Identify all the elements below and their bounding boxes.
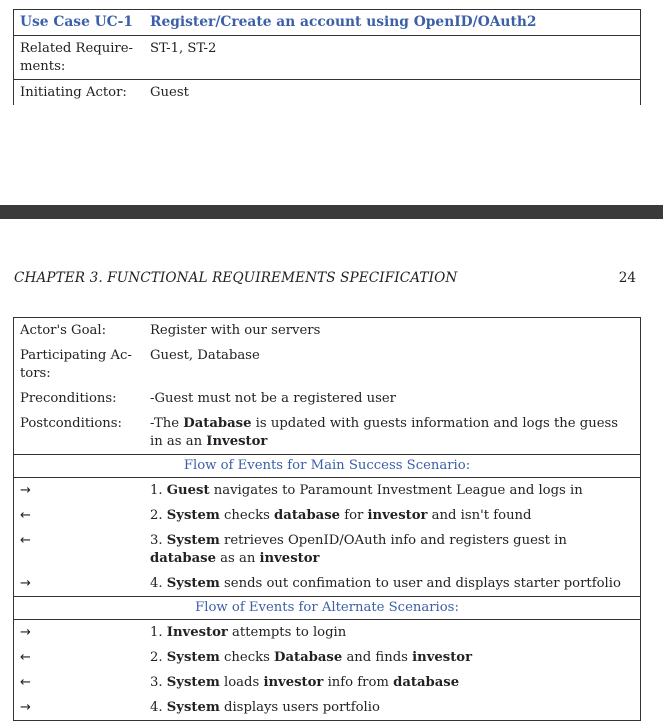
table-row: [14, 343, 641, 386]
row-value: Guest, Database: [144, 343, 641, 386]
use-case-title: Register/Create an account using OpenID/OAuth2: [144, 10, 641, 36]
flow-step-text: 2. System checks database for investor and isn't found: [144, 503, 641, 528]
flow-step: [14, 528, 641, 571]
flow-step-text: 2. System checks Database and finds investor: [144, 645, 641, 670]
use-case-id: Use Case UC-1: [14, 10, 145, 36]
alt-flow-title: Flow of Events for Alternate Scenarios:: [14, 597, 641, 620]
flow-step: [14, 571, 641, 597]
flow-step-text: 3. System loads investor info from database: [144, 670, 641, 695]
flow-step: [14, 478, 641, 504]
row-value: -Guest must not be a registered user: [144, 386, 641, 411]
flow-header-alt: [14, 597, 641, 620]
table-row: [14, 411, 641, 455]
row-label: Actor's Goal:: [14, 318, 145, 344]
use-case-table-top: [13, 9, 641, 105]
use-case-header-row: [14, 10, 641, 36]
row-value: ST-1, ST-2: [144, 36, 641, 80]
chapter-header: CHAPTER 3. FUNCTIONAL REQUIREMENTS SPECIFICATION: [14, 270, 458, 286]
row-label: Initiating Actor:: [14, 80, 145, 106]
page-top: [0, 0, 663, 205]
arrow-left-icon: ←: [14, 645, 145, 670]
table-row: [14, 80, 641, 106]
page-separator: [0, 205, 663, 219]
flow-step: [14, 645, 641, 670]
arrow-right-icon: →: [14, 620, 145, 646]
flow-step: [14, 670, 641, 695]
flow-step-text: 3. System retrieves OpenID/OAuth info and registers guest in database as an investor: [144, 528, 641, 571]
arrow-left-icon: ←: [14, 528, 145, 571]
table-row: [14, 36, 641, 80]
table-row: [14, 386, 641, 411]
arrow-right-icon: →: [14, 571, 145, 597]
flow-step-text: 4. System sends out confimation to user and displays starter portfolio: [144, 571, 641, 597]
row-value: -The Database is updated with guests information and logs the guess in as an Investor: [144, 411, 641, 455]
row-label: Preconditions:: [14, 386, 145, 411]
page-number: 24: [618, 270, 636, 286]
row-value: Register with our servers: [144, 318, 641, 344]
flow-step: [14, 503, 641, 528]
flow-step: [14, 620, 641, 646]
row-value: Guest: [144, 80, 641, 106]
row-label: Participating Ac- tors:: [14, 343, 145, 386]
arrow-right-icon: →: [14, 695, 145, 721]
row-label: Related Require- ments:: [14, 36, 145, 80]
main-flow-title: Flow of Events for Main Success Scenario:: [14, 455, 641, 478]
table-row: [14, 318, 641, 344]
flow-step-text: 1. Guest navigates to Paramount Investment League and logs in: [144, 478, 641, 504]
flow-header-main: [14, 455, 641, 478]
row-label: Postconditions:: [14, 411, 145, 455]
flow-step-text: 4. System displays users portfolio: [144, 695, 641, 721]
arrow-left-icon: ←: [14, 503, 145, 528]
arrow-right-icon: →: [14, 478, 145, 504]
flow-step-text: 1. Investor attempts to login: [144, 620, 641, 646]
use-case-table-bottom: [13, 317, 641, 721]
arrow-left-icon: ←: [14, 670, 145, 695]
